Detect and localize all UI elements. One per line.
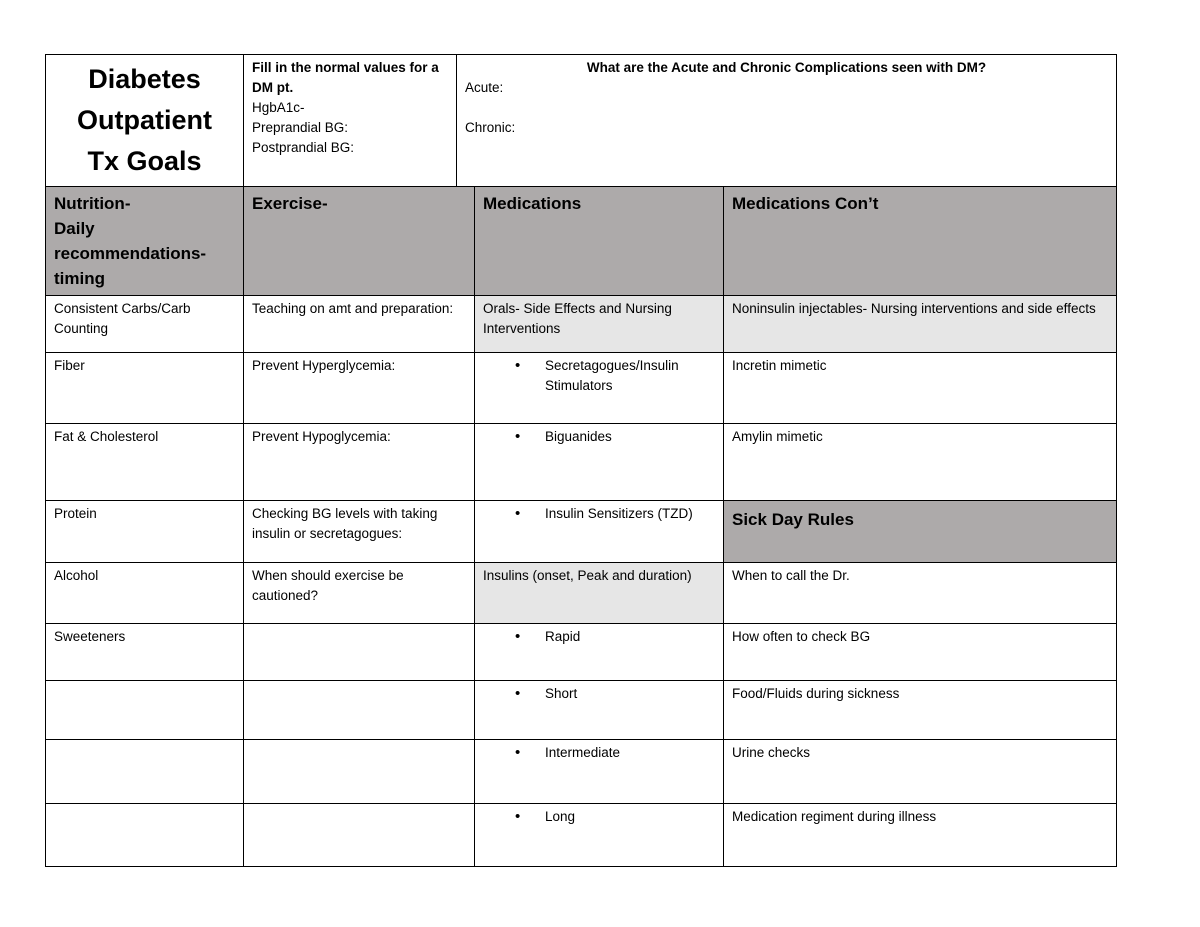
title-line-2: Outpatient — [77, 105, 212, 135]
bullet-text: Rapid — [545, 628, 581, 644]
table-row — [46, 803, 1117, 866]
bullet-text: Short — [545, 685, 578, 701]
exercise-cell: Prevent Hyperglycemia: — [244, 352, 475, 423]
bullet-icon: • — [515, 627, 521, 645]
bullet-item — [483, 627, 715, 647]
bullet-text: Long — [545, 808, 576, 824]
nutrition-cell: Fiber — [46, 352, 244, 423]
bullet-icon: • — [515, 356, 521, 374]
bullet-icon: • — [515, 684, 521, 702]
title-line-3: Tx Goals — [87, 146, 202, 176]
medication-cell — [475, 623, 724, 680]
complications-heading: What are the Acute and Chronic Complications seen with DM? — [586, 60, 987, 75]
medication-cell — [475, 803, 724, 866]
header-row — [46, 186, 1117, 295]
title-line-1: Diabetes — [88, 64, 201, 94]
bullet-icon: • — [515, 427, 521, 445]
top-table — [45, 54, 1117, 187]
nutrition-cell — [46, 739, 244, 803]
exercise-cell: Prevent Hypoglycemia: — [244, 423, 475, 500]
bullet-item — [483, 427, 715, 447]
nutrition-cell: Consistent Carbs/Carb Counting — [46, 295, 244, 352]
exercise-cell: When should exercise be cautioned? — [244, 562, 475, 623]
worksheet-title — [46, 55, 244, 187]
medication-cell: Insulins (onset, Peak and duration) — [475, 562, 724, 623]
normal-value-preprandial: Preprandial BG: — [252, 120, 349, 135]
bullet-item — [483, 504, 715, 524]
table-row — [46, 352, 1117, 423]
nutrition-cell: Protein — [46, 500, 244, 562]
header-medications: Medications — [475, 186, 724, 295]
medications-cont-cell: Medication regiment during illness — [724, 803, 1117, 866]
table-row — [46, 423, 1117, 500]
table-row — [46, 295, 1117, 352]
exercise-cell — [244, 739, 475, 803]
medication-cell — [475, 680, 724, 739]
bullet-item — [483, 684, 715, 704]
table-row — [46, 623, 1117, 680]
complications-cell — [457, 55, 1117, 187]
medications-cont-cell: When to call the Dr. — [724, 562, 1117, 623]
medication-cell — [475, 352, 724, 423]
sick-day-rules-header: Sick Day Rules — [724, 500, 1117, 562]
bullet-text: Insulin Sensitizers (TZD) — [545, 505, 693, 521]
bullet-item — [483, 356, 715, 396]
bullet-icon: • — [515, 743, 521, 761]
medication-cell — [475, 739, 724, 803]
nutrition-cell: Sweeteners — [46, 623, 244, 680]
bullet-icon: • — [515, 807, 521, 825]
header-exercise: Exercise- — [244, 186, 475, 295]
medications-cont-cell: Food/Fluids during sickness — [724, 680, 1117, 739]
bullet-text: Secretagogues/Insulin Stimulators — [545, 357, 679, 393]
normal-values-heading: Fill in the normal values for a DM pt. — [252, 60, 439, 95]
table-row — [46, 562, 1117, 623]
chronic-label: Chronic: — [465, 120, 516, 135]
bullet-text: Biguanides — [545, 428, 612, 444]
nutrition-cell: Fat & Cholesterol — [46, 423, 244, 500]
normal-value-hgba1c: HgbA1c- — [252, 100, 305, 115]
bullet-item — [483, 807, 715, 827]
table-row — [46, 500, 1117, 562]
medications-cont-cell: Noninsulin injectables- Nursing interventions and side effects — [724, 295, 1117, 352]
bullet-text: Intermediate — [545, 744, 621, 760]
medications-cont-cell: Urine checks — [724, 739, 1117, 803]
bullet-item — [483, 743, 715, 763]
normal-values-cell — [244, 55, 457, 187]
nutrition-cell — [46, 803, 244, 866]
main-table — [45, 186, 1117, 867]
exercise-cell: Checking BG levels with taking insulin or secretagogues: — [244, 500, 475, 562]
exercise-cell — [244, 623, 475, 680]
medication-cell — [475, 423, 724, 500]
worksheet — [45, 54, 1116, 867]
exercise-cell: Teaching on amt and preparation: — [244, 295, 475, 352]
exercise-cell — [244, 803, 475, 866]
table-row — [46, 680, 1117, 739]
nutrition-cell: Alcohol — [46, 562, 244, 623]
medications-cont-cell: Amylin mimetic — [724, 423, 1117, 500]
bullet-icon: • — [515, 504, 521, 522]
normal-value-postprandial: Postprandial BG: — [252, 140, 355, 155]
medication-cell: Orals- Side Effects and Nursing Interventions — [475, 295, 724, 352]
medication-cell — [475, 500, 724, 562]
acute-label: Acute: — [465, 80, 504, 95]
header-medications-cont: Medications Con’t — [724, 186, 1117, 295]
header-nutrition: Nutrition- Daily recommendations- timing — [46, 186, 244, 295]
medications-cont-cell: How often to check BG — [724, 623, 1117, 680]
nutrition-cell — [46, 680, 244, 739]
medications-cont-cell: Incretin mimetic — [724, 352, 1117, 423]
exercise-cell — [244, 680, 475, 739]
table-row — [46, 739, 1117, 803]
